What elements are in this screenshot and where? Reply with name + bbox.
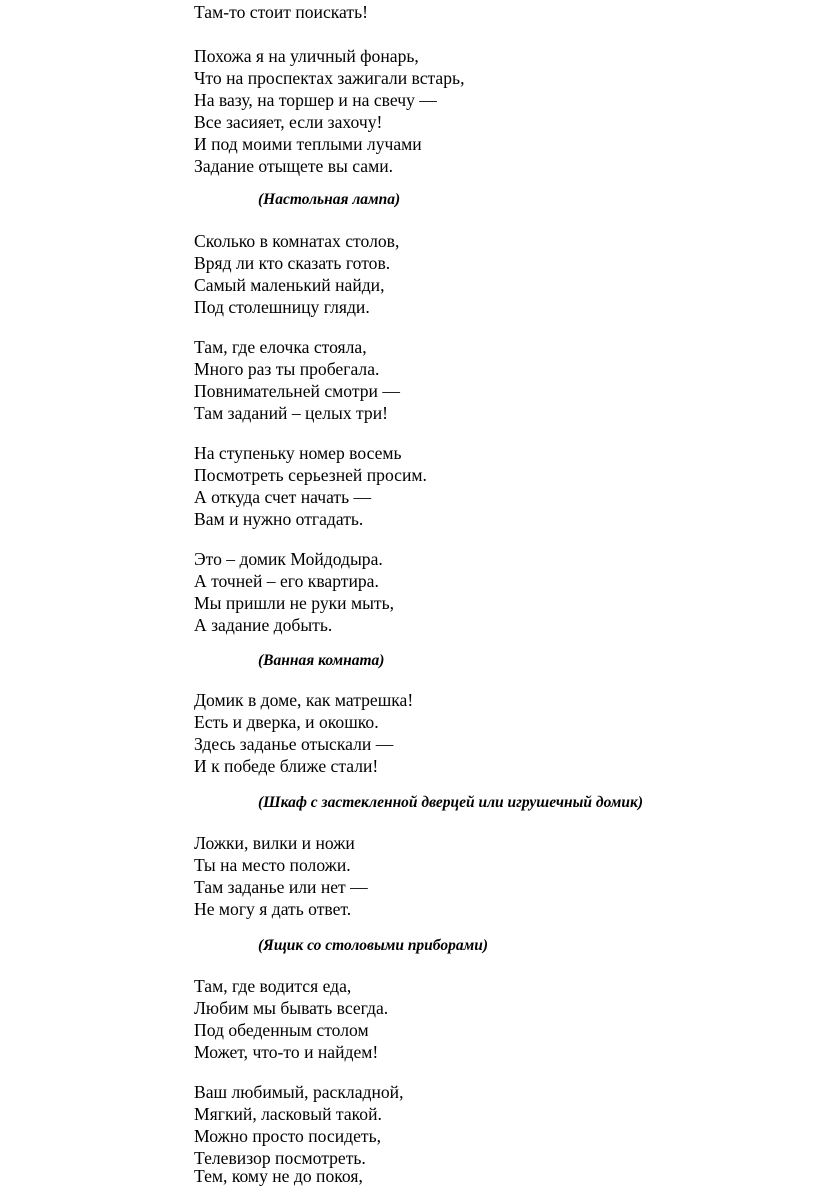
poem-line: Задание отыщете вы сами. bbox=[194, 156, 394, 176]
poem-line: Там-то стоит поискать! bbox=[194, 2, 368, 22]
poem-line: Там, где елочка стояла, bbox=[194, 337, 367, 357]
poem-line: А задание добыть. bbox=[194, 615, 333, 635]
poem-line: Телевизор посмотреть. bbox=[194, 1148, 366, 1168]
poem-line: Мягкий, ласковый такой. bbox=[194, 1104, 382, 1124]
poem-line: Домик в доме, как матрешка! bbox=[194, 690, 414, 710]
poem-line: Там заданий – целых три! bbox=[194, 403, 389, 423]
poem-line: Вам и нужно отгадать. bbox=[194, 509, 364, 529]
poem-line: Сколько в комнатах столов, bbox=[194, 231, 400, 251]
answer-caption: (Настольная лампа) bbox=[258, 191, 401, 208]
poem-line: Можно просто посидеть, bbox=[194, 1126, 381, 1146]
poem-line: Ты на место положи. bbox=[194, 855, 351, 875]
poem-line: И под моими теплыми лучами bbox=[194, 134, 422, 154]
poem-line: Повнимательней смотри — bbox=[194, 381, 400, 401]
poem-line: Здесь заданье отыскали — bbox=[194, 734, 394, 754]
poem-line: Много раз ты пробегала. bbox=[194, 359, 380, 379]
poem-line: А откуда счет начать — bbox=[194, 487, 372, 507]
poem-line: Там, где водится еда, bbox=[194, 976, 352, 996]
poem-line: Не могу я дать ответ. bbox=[194, 899, 352, 919]
poem-line: Под столешницу гляди. bbox=[194, 297, 370, 317]
poem-line: Есть и дверка, и окошко. bbox=[194, 712, 379, 732]
answer-caption: (Шкаф с застекленной дверцей или игрушечный домик) bbox=[258, 794, 643, 811]
poem-line: И к победе ближе стали! bbox=[194, 756, 379, 776]
answer-caption: (Ванная комната) bbox=[258, 652, 385, 669]
poem-line: Под обеденным столом bbox=[194, 1020, 369, 1040]
poem-line: Самый маленький найди, bbox=[194, 275, 385, 295]
poem-line: Ваш любимый, раскладной, bbox=[194, 1082, 404, 1102]
poem-line: Может, что-то и найдем! bbox=[194, 1042, 379, 1062]
poem-line: Ложки, вилки и ножи bbox=[194, 833, 355, 853]
poem-line: Мы пришли не руки мыть, bbox=[194, 593, 395, 613]
poem-line: Это – домик Мойдодыра. bbox=[194, 549, 383, 569]
answer-caption: (Ящик со столовыми приборами) bbox=[258, 937, 488, 954]
poem-line: На ступеньку номер восемь bbox=[194, 443, 402, 463]
poem-line: Посмотреть серьезней просим. bbox=[194, 465, 427, 485]
poem-line: Вряд ли кто сказать готов. bbox=[194, 253, 391, 273]
poem-line: Что на проспектах зажигали встарь, bbox=[194, 68, 465, 88]
poem-line: Любим мы бывать всегда. bbox=[194, 998, 389, 1018]
poem-line: Там заданье или нет — bbox=[194, 877, 368, 897]
poem-line: Все засияет, если захочу! bbox=[194, 112, 383, 132]
poem-line: На вазу, на торшер и на свечу — bbox=[194, 90, 437, 110]
poem-line: Похожа я на уличный фонарь, bbox=[194, 46, 419, 66]
poem-line: Тем, кому не до покоя, bbox=[194, 1166, 363, 1186]
poem-line: А точней – его квартира. bbox=[194, 571, 379, 591]
